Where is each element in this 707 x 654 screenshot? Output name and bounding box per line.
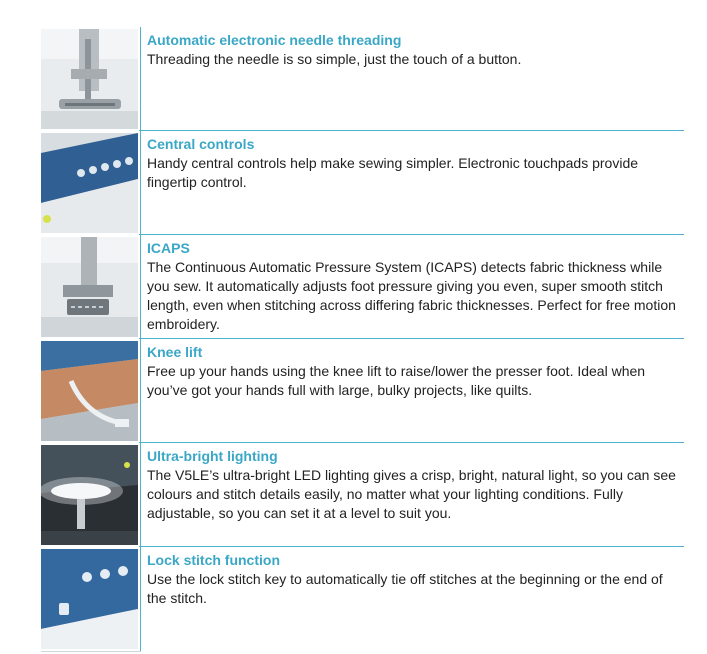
feature-list (41, 27, 684, 651)
feature-text (147, 447, 682, 523)
feature-item (41, 27, 684, 131)
divider-vertical (140, 131, 141, 235)
presser-foot-photo (41, 237, 138, 337)
feature-title: Knee lift (147, 344, 203, 360)
divider-vertical (140, 27, 141, 131)
feature-text (147, 31, 682, 69)
knee-lift-photo (41, 341, 138, 441)
feature-title: ICAPS (147, 240, 190, 256)
feature-text (147, 343, 682, 400)
feature-item (41, 235, 684, 339)
feature-description: Free up your hands using the knee lift to raise/lower the presser foot. Ideal when you’ve got your hands full with large, bulky projects, like quilts. (147, 363, 646, 398)
led-lighting-photo (41, 445, 138, 545)
feature-description: The Continuous Automatic Pressure System (ICAPS) detects fabric thickness while you sew. It automatically adjusts foot pressure giving you even, super smooth stitch length, even when stitching across differing fabric thicknesses. Perfect for free motion embroidery. (147, 259, 676, 332)
feature-text (147, 239, 682, 334)
feature-text (147, 135, 682, 192)
feature-description: Handy central controls help make sewing simpler. Electronic touchpads provide fingertip control. (147, 155, 639, 190)
feature-description: Threading the needle is so simple, just the touch of a button. (147, 51, 522, 67)
feature-item (41, 131, 684, 235)
divider-vertical (140, 235, 141, 339)
central-controls-photo (41, 133, 138, 233)
feature-title: Ultra-bright lighting (147, 448, 278, 464)
feature-title: Lock stitch function (147, 552, 280, 568)
feature-title: Central controls (147, 136, 255, 152)
lock-stitch-photo (41, 549, 138, 649)
feature-description: Use the lock stitch key to automatically tie off stitches at the beginning or the end of the stitch. (147, 571, 663, 606)
feature-text (147, 551, 682, 608)
feature-description: The V5LE’s ultra-bright LED lighting gives a crisp, bright, natural light, so you can see colours and stitch details easily, no matter what your lighting conditions. Fully adjustable, so you can set it at a level to suit you. (147, 467, 676, 521)
needle-threading-photo (41, 29, 138, 129)
divider-vertical (140, 547, 141, 651)
feature-item (41, 547, 684, 651)
feature-title: Automatic electronic needle threading (147, 32, 402, 48)
feature-item (41, 339, 684, 443)
divider-vertical (140, 443, 141, 547)
divider-vertical (140, 339, 141, 443)
bottom-edge (41, 651, 141, 652)
feature-item (41, 443, 684, 547)
